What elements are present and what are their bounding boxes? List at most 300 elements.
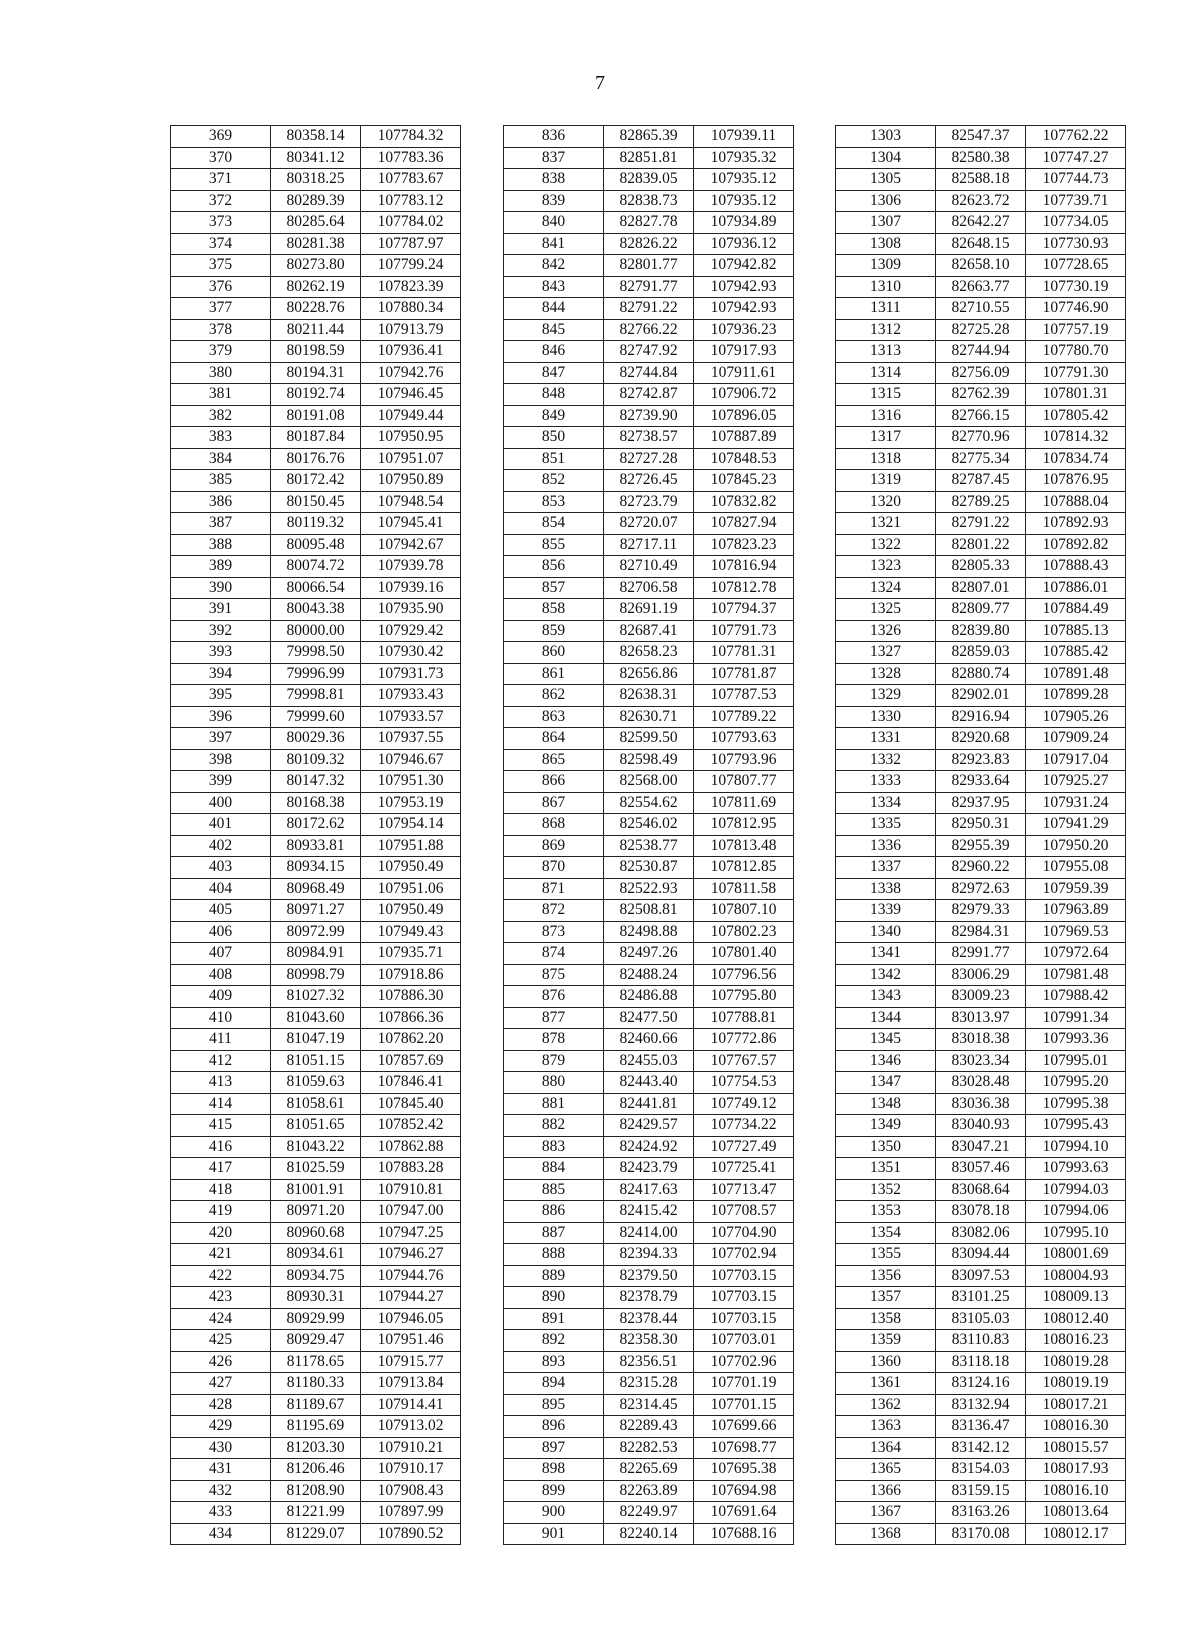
y-coordinate-cell: 107747.27: [1026, 147, 1126, 169]
x-coordinate-cell: 82429.57: [604, 1115, 694, 1137]
table-row: [504, 900, 794, 922]
table-row: [836, 943, 1126, 965]
table-row: [504, 298, 794, 320]
y-coordinate-cell: 107942.82: [694, 255, 794, 277]
point-number-cell: 1353: [836, 1201, 936, 1223]
y-coordinate-cell: 107823.23: [694, 534, 794, 556]
table-row: [171, 147, 461, 169]
table-row: [836, 491, 1126, 513]
x-coordinate-cell: 82756.09: [936, 362, 1026, 384]
point-number-cell: 1331: [836, 728, 936, 750]
x-coordinate-cell: 82838.73: [604, 190, 694, 212]
table-row: [504, 1222, 794, 1244]
point-number-cell: 379: [171, 341, 271, 363]
point-number-cell: 1307: [836, 212, 936, 234]
point-number-cell: 853: [504, 491, 604, 513]
x-coordinate-cell: 79998.50: [271, 642, 361, 664]
y-coordinate-cell: 107981.48: [1026, 964, 1126, 986]
x-coordinate-cell: 79999.60: [271, 706, 361, 728]
x-coordinate-cell: 80341.12: [271, 147, 361, 169]
x-coordinate-cell: 81229.07: [271, 1523, 361, 1545]
table-row: [504, 1093, 794, 1115]
point-number-cell: 861: [504, 663, 604, 685]
point-number-cell: 858: [504, 599, 604, 621]
point-number-cell: 1349: [836, 1115, 936, 1137]
y-coordinate-cell: 107951.06: [361, 878, 461, 900]
point-number-cell: 856: [504, 556, 604, 578]
y-coordinate-cell: 108016.30: [1026, 1416, 1126, 1438]
table-row: [836, 1394, 1126, 1416]
coordinates-table-1: [170, 125, 461, 1545]
x-coordinate-cell: 82486.88: [604, 986, 694, 1008]
x-coordinate-cell: 82394.33: [604, 1244, 694, 1266]
point-number-cell: 873: [504, 921, 604, 943]
table-row: [504, 577, 794, 599]
x-coordinate-cell: 83132.94: [936, 1394, 1026, 1416]
point-number-cell: 406: [171, 921, 271, 943]
y-coordinate-cell: 107789.22: [694, 706, 794, 728]
x-coordinate-cell: 82801.22: [936, 534, 1026, 556]
table-row: [504, 814, 794, 836]
x-coordinate-cell: 80934.75: [271, 1265, 361, 1287]
table-row: [171, 663, 461, 685]
table-row: [836, 620, 1126, 642]
x-coordinate-cell: 80281.38: [271, 233, 361, 255]
x-coordinate-cell: 80934.15: [271, 857, 361, 879]
x-coordinate-cell: 82923.83: [936, 749, 1026, 771]
y-coordinate-cell: 107909.24: [1026, 728, 1126, 750]
table-row: [504, 1287, 794, 1309]
table-row: [171, 1351, 461, 1373]
point-number-cell: 427: [171, 1373, 271, 1395]
x-coordinate-cell: 80150.45: [271, 491, 361, 513]
point-number-cell: 432: [171, 1480, 271, 1502]
x-coordinate-cell: 81027.32: [271, 986, 361, 1008]
point-number-cell: 397: [171, 728, 271, 750]
table-row: [504, 749, 794, 771]
table-row: [171, 1179, 461, 1201]
y-coordinate-cell: 108012.17: [1026, 1523, 1126, 1545]
x-coordinate-cell: 79996.99: [271, 663, 361, 685]
y-coordinate-cell: 107691.64: [694, 1502, 794, 1524]
x-coordinate-cell: 80929.47: [271, 1330, 361, 1352]
table-row: [504, 599, 794, 621]
table-row: [504, 190, 794, 212]
y-coordinate-cell: 107947.00: [361, 1201, 461, 1223]
point-number-cell: 891: [504, 1308, 604, 1330]
y-coordinate-cell: 107832.82: [694, 491, 794, 513]
x-coordinate-cell: 80971.27: [271, 900, 361, 922]
table-row: [836, 900, 1126, 922]
point-number-cell: 373: [171, 212, 271, 234]
y-coordinate-cell: 107807.77: [694, 771, 794, 793]
table-row: [504, 534, 794, 556]
y-coordinate-cell: 107805.42: [1026, 405, 1126, 427]
x-coordinate-cell: 82787.45: [936, 470, 1026, 492]
point-number-cell: 393: [171, 642, 271, 664]
x-coordinate-cell: 82807.01: [936, 577, 1026, 599]
table-row: [836, 964, 1126, 986]
y-coordinate-cell: 107807.10: [694, 900, 794, 922]
x-coordinate-cell: 83057.46: [936, 1158, 1026, 1180]
point-number-cell: 892: [504, 1330, 604, 1352]
point-number-cell: 1359: [836, 1330, 936, 1352]
table-row: [504, 319, 794, 341]
y-coordinate-cell: 107931.24: [1026, 792, 1126, 814]
table-row: [171, 1136, 461, 1158]
point-number-cell: 424: [171, 1308, 271, 1330]
table-row: [836, 1244, 1126, 1266]
point-number-cell: 1312: [836, 319, 936, 341]
x-coordinate-cell: 82638.31: [604, 685, 694, 707]
y-coordinate-cell: 107701.19: [694, 1373, 794, 1395]
y-coordinate-cell: 108012.40: [1026, 1308, 1126, 1330]
table-row: [836, 706, 1126, 728]
table-row: [171, 255, 461, 277]
point-number-cell: 893: [504, 1351, 604, 1373]
table-row: [504, 1394, 794, 1416]
x-coordinate-cell: 82414.00: [604, 1222, 694, 1244]
point-number-cell: 1356: [836, 1265, 936, 1287]
point-number-cell: 884: [504, 1158, 604, 1180]
x-coordinate-cell: 82984.31: [936, 921, 1026, 943]
point-number-cell: 896: [504, 1416, 604, 1438]
point-number-cell: 408: [171, 964, 271, 986]
x-coordinate-cell: 82538.77: [604, 835, 694, 857]
point-number-cell: 403: [171, 857, 271, 879]
point-number-cell: 430: [171, 1437, 271, 1459]
table-row: [504, 1179, 794, 1201]
y-coordinate-cell: 107915.77: [361, 1351, 461, 1373]
point-number-cell: 836: [504, 126, 604, 148]
point-number-cell: 1367: [836, 1502, 936, 1524]
point-number-cell: 1328: [836, 663, 936, 685]
table-row: [836, 341, 1126, 363]
x-coordinate-cell: 82805.33: [936, 556, 1026, 578]
x-coordinate-cell: 80029.36: [271, 728, 361, 750]
point-number-cell: 860: [504, 642, 604, 664]
point-number-cell: 1326: [836, 620, 936, 642]
y-coordinate-cell: 107950.49: [361, 900, 461, 922]
table-row: [836, 233, 1126, 255]
y-coordinate-cell: 107704.90: [694, 1222, 794, 1244]
table-row: [504, 943, 794, 965]
table-row: [171, 1330, 461, 1352]
point-number-cell: 1339: [836, 900, 936, 922]
y-coordinate-cell: 107845.23: [694, 470, 794, 492]
point-number-cell: 870: [504, 857, 604, 879]
y-coordinate-cell: 107781.87: [694, 663, 794, 685]
table-row: [171, 986, 461, 1008]
y-coordinate-cell: 107725.41: [694, 1158, 794, 1180]
table-row: [836, 1222, 1126, 1244]
table-row: [171, 964, 461, 986]
x-coordinate-cell: 82960.22: [936, 857, 1026, 879]
table-row: [504, 556, 794, 578]
y-coordinate-cell: 107827.94: [694, 513, 794, 535]
x-coordinate-cell: 82455.03: [604, 1050, 694, 1072]
point-number-cell: 844: [504, 298, 604, 320]
point-number-cell: 854: [504, 513, 604, 535]
point-number-cell: 387: [171, 513, 271, 535]
point-number-cell: 851: [504, 448, 604, 470]
table-row: [836, 1179, 1126, 1201]
x-coordinate-cell: 82658.23: [604, 642, 694, 664]
x-coordinate-cell: 82415.42: [604, 1201, 694, 1223]
table-row: [504, 792, 794, 814]
point-number-cell: 897: [504, 1437, 604, 1459]
x-coordinate-cell: 83036.38: [936, 1093, 1026, 1115]
point-number-cell: 423: [171, 1287, 271, 1309]
x-coordinate-cell: 82865.39: [604, 126, 694, 148]
y-coordinate-cell: 107937.55: [361, 728, 461, 750]
table-row: [836, 1136, 1126, 1158]
y-coordinate-cell: 107911.61: [694, 362, 794, 384]
point-number-cell: 868: [504, 814, 604, 836]
y-coordinate-cell: 107703.15: [694, 1265, 794, 1287]
y-coordinate-cell: 107917.93: [694, 341, 794, 363]
x-coordinate-cell: 82379.50: [604, 1265, 694, 1287]
table-row: [504, 878, 794, 900]
x-coordinate-cell: 81180.33: [271, 1373, 361, 1395]
x-coordinate-cell: 80929.99: [271, 1308, 361, 1330]
point-number-cell: 846: [504, 341, 604, 363]
x-coordinate-cell: 81051.15: [271, 1050, 361, 1072]
y-coordinate-cell: 107754.53: [694, 1072, 794, 1094]
y-coordinate-cell: 107734.22: [694, 1115, 794, 1137]
y-coordinate-cell: 107781.31: [694, 642, 794, 664]
table-row: [504, 212, 794, 234]
point-number-cell: 890: [504, 1287, 604, 1309]
point-number-cell: 877: [504, 1007, 604, 1029]
table-row: [171, 1265, 461, 1287]
point-number-cell: 1318: [836, 448, 936, 470]
point-number-cell: 384: [171, 448, 271, 470]
point-number-cell: 855: [504, 534, 604, 556]
table-row: [504, 1007, 794, 1029]
table-row: [836, 1480, 1126, 1502]
y-coordinate-cell: 107910.17: [361, 1459, 461, 1481]
y-coordinate-cell: 107762.22: [1026, 126, 1126, 148]
y-coordinate-cell: 107813.48: [694, 835, 794, 857]
x-coordinate-cell: 82791.22: [604, 298, 694, 320]
x-coordinate-cell: 82568.00: [604, 771, 694, 793]
table-row: [171, 1502, 461, 1524]
point-number-cell: 1303: [836, 126, 936, 148]
table-row: [504, 771, 794, 793]
point-number-cell: 899: [504, 1480, 604, 1502]
point-number-cell: 837: [504, 147, 604, 169]
table-row: [171, 943, 461, 965]
y-coordinate-cell: 108016.23: [1026, 1330, 1126, 1352]
point-number-cell: 848: [504, 384, 604, 406]
y-coordinate-cell: 107939.78: [361, 556, 461, 578]
table-row: [836, 470, 1126, 492]
table-row: [504, 470, 794, 492]
x-coordinate-cell: 82630.71: [604, 706, 694, 728]
table-row: [836, 126, 1126, 148]
x-coordinate-cell: 83170.08: [936, 1523, 1026, 1545]
point-number-cell: 1344: [836, 1007, 936, 1029]
x-coordinate-cell: 81189.67: [271, 1394, 361, 1416]
x-coordinate-cell: 81043.60: [271, 1007, 361, 1029]
x-coordinate-cell: 82423.79: [604, 1158, 694, 1180]
point-number-cell: 1311: [836, 298, 936, 320]
y-coordinate-cell: 107995.38: [1026, 1093, 1126, 1115]
point-number-cell: 1341: [836, 943, 936, 965]
x-coordinate-cell: 80318.25: [271, 169, 361, 191]
table-row: [836, 255, 1126, 277]
y-coordinate-cell: 107951.30: [361, 771, 461, 793]
point-number-cell: 380: [171, 362, 271, 384]
y-coordinate-cell: 107949.44: [361, 405, 461, 427]
point-number-cell: 901: [504, 1523, 604, 1545]
x-coordinate-cell: 80192.74: [271, 384, 361, 406]
point-number-cell: 888: [504, 1244, 604, 1266]
table-row: [504, 663, 794, 685]
table-row: [504, 857, 794, 879]
y-coordinate-cell: 107796.56: [694, 964, 794, 986]
point-number-cell: 426: [171, 1351, 271, 1373]
table-row: [836, 169, 1126, 191]
x-coordinate-cell: 80043.38: [271, 599, 361, 621]
table-row: [171, 190, 461, 212]
table-row: [504, 1115, 794, 1137]
y-coordinate-cell: 107891.48: [1026, 663, 1126, 685]
table-row: [836, 642, 1126, 664]
table-row: [836, 1201, 1126, 1223]
table-row: [504, 427, 794, 449]
y-coordinate-cell: 107846.41: [361, 1072, 461, 1094]
point-number-cell: 392: [171, 620, 271, 642]
x-coordinate-cell: 82249.97: [604, 1502, 694, 1524]
x-coordinate-cell: 80187.84: [271, 427, 361, 449]
point-number-cell: 1310: [836, 276, 936, 298]
table-row: [504, 1523, 794, 1545]
point-number-cell: 878: [504, 1029, 604, 1051]
y-coordinate-cell: 107950.95: [361, 427, 461, 449]
y-coordinate-cell: 107890.52: [361, 1523, 461, 1545]
x-coordinate-cell: 82417.63: [604, 1179, 694, 1201]
point-number-cell: 1342: [836, 964, 936, 986]
y-coordinate-cell: 107930.42: [361, 642, 461, 664]
x-coordinate-cell: 82497.26: [604, 943, 694, 965]
y-coordinate-cell: 107939.16: [361, 577, 461, 599]
x-coordinate-cell: 82522.93: [604, 878, 694, 900]
y-coordinate-cell: 107988.42: [1026, 986, 1126, 1008]
page-number: 7: [595, 72, 605, 94]
y-coordinate-cell: 107942.93: [694, 298, 794, 320]
x-coordinate-cell: 82950.31: [936, 814, 1026, 836]
x-coordinate-cell: 82315.28: [604, 1373, 694, 1395]
y-coordinate-cell: 107946.27: [361, 1244, 461, 1266]
x-coordinate-cell: 80960.68: [271, 1222, 361, 1244]
table-row: [836, 1072, 1126, 1094]
y-coordinate-cell: 107934.89: [694, 212, 794, 234]
x-coordinate-cell: 81208.90: [271, 1480, 361, 1502]
y-coordinate-cell: 107730.93: [1026, 233, 1126, 255]
point-number-cell: 399: [171, 771, 271, 793]
point-number-cell: 838: [504, 169, 604, 191]
x-coordinate-cell: 82839.80: [936, 620, 1026, 642]
x-coordinate-cell: 80198.59: [271, 341, 361, 363]
x-coordinate-cell: 80930.31: [271, 1287, 361, 1309]
y-coordinate-cell: 107699.66: [694, 1416, 794, 1438]
x-coordinate-cell: 81047.19: [271, 1029, 361, 1051]
y-coordinate-cell: 107793.96: [694, 749, 794, 771]
table-row: [836, 921, 1126, 943]
point-number-cell: 1317: [836, 427, 936, 449]
x-coordinate-cell: 82979.33: [936, 900, 1026, 922]
y-coordinate-cell: 107910.81: [361, 1179, 461, 1201]
y-coordinate-cell: 107811.69: [694, 792, 794, 814]
point-number-cell: 1360: [836, 1351, 936, 1373]
table-row: [171, 534, 461, 556]
point-number-cell: 866: [504, 771, 604, 793]
y-coordinate-cell: 107946.05: [361, 1308, 461, 1330]
y-coordinate-cell: 108016.10: [1026, 1480, 1126, 1502]
y-coordinate-cell: 107739.71: [1026, 190, 1126, 212]
table-row: [171, 685, 461, 707]
point-number-cell: 377: [171, 298, 271, 320]
point-number-cell: 410: [171, 1007, 271, 1029]
table-row: [171, 792, 461, 814]
point-number-cell: 845: [504, 319, 604, 341]
table-row: [171, 900, 461, 922]
point-number-cell: 1314: [836, 362, 936, 384]
point-number-cell: 871: [504, 878, 604, 900]
table-row: [171, 1373, 461, 1395]
y-coordinate-cell: 107857.69: [361, 1050, 461, 1072]
x-coordinate-cell: 83047.21: [936, 1136, 1026, 1158]
x-coordinate-cell: 82488.24: [604, 964, 694, 986]
point-number-cell: 1304: [836, 147, 936, 169]
y-coordinate-cell: 107944.76: [361, 1265, 461, 1287]
table-row: [171, 1029, 461, 1051]
table-row: [836, 1502, 1126, 1524]
y-coordinate-cell: 107694.98: [694, 1480, 794, 1502]
y-coordinate-cell: 107949.43: [361, 921, 461, 943]
y-coordinate-cell: 107908.43: [361, 1480, 461, 1502]
point-number-cell: 881: [504, 1093, 604, 1115]
y-coordinate-cell: 107794.37: [694, 599, 794, 621]
x-coordinate-cell: 83028.48: [936, 1072, 1026, 1094]
y-coordinate-cell: 107905.26: [1026, 706, 1126, 728]
point-number-cell: 1322: [836, 534, 936, 556]
y-coordinate-cell: 107744.73: [1026, 169, 1126, 191]
point-number-cell: 1336: [836, 835, 936, 857]
y-coordinate-cell: 107950.49: [361, 857, 461, 879]
point-number-cell: 1338: [836, 878, 936, 900]
point-number-cell: 1346: [836, 1050, 936, 1072]
point-number-cell: 1315: [836, 384, 936, 406]
point-number-cell: 1362: [836, 1394, 936, 1416]
x-coordinate-cell: 82498.88: [604, 921, 694, 943]
x-coordinate-cell: 82839.05: [604, 169, 694, 191]
y-coordinate-cell: 107936.12: [694, 233, 794, 255]
y-coordinate-cell: 107972.64: [1026, 943, 1126, 965]
point-number-cell: 875: [504, 964, 604, 986]
y-coordinate-cell: 107951.07: [361, 448, 461, 470]
x-coordinate-cell: 82826.22: [604, 233, 694, 255]
x-coordinate-cell: 81043.22: [271, 1136, 361, 1158]
x-coordinate-cell: 82314.45: [604, 1394, 694, 1416]
y-coordinate-cell: 107708.57: [694, 1201, 794, 1223]
x-coordinate-cell: 83118.18: [936, 1351, 1026, 1373]
x-coordinate-cell: 80109.32: [271, 749, 361, 771]
table-row: [836, 792, 1126, 814]
y-coordinate-cell: 107791.30: [1026, 362, 1126, 384]
